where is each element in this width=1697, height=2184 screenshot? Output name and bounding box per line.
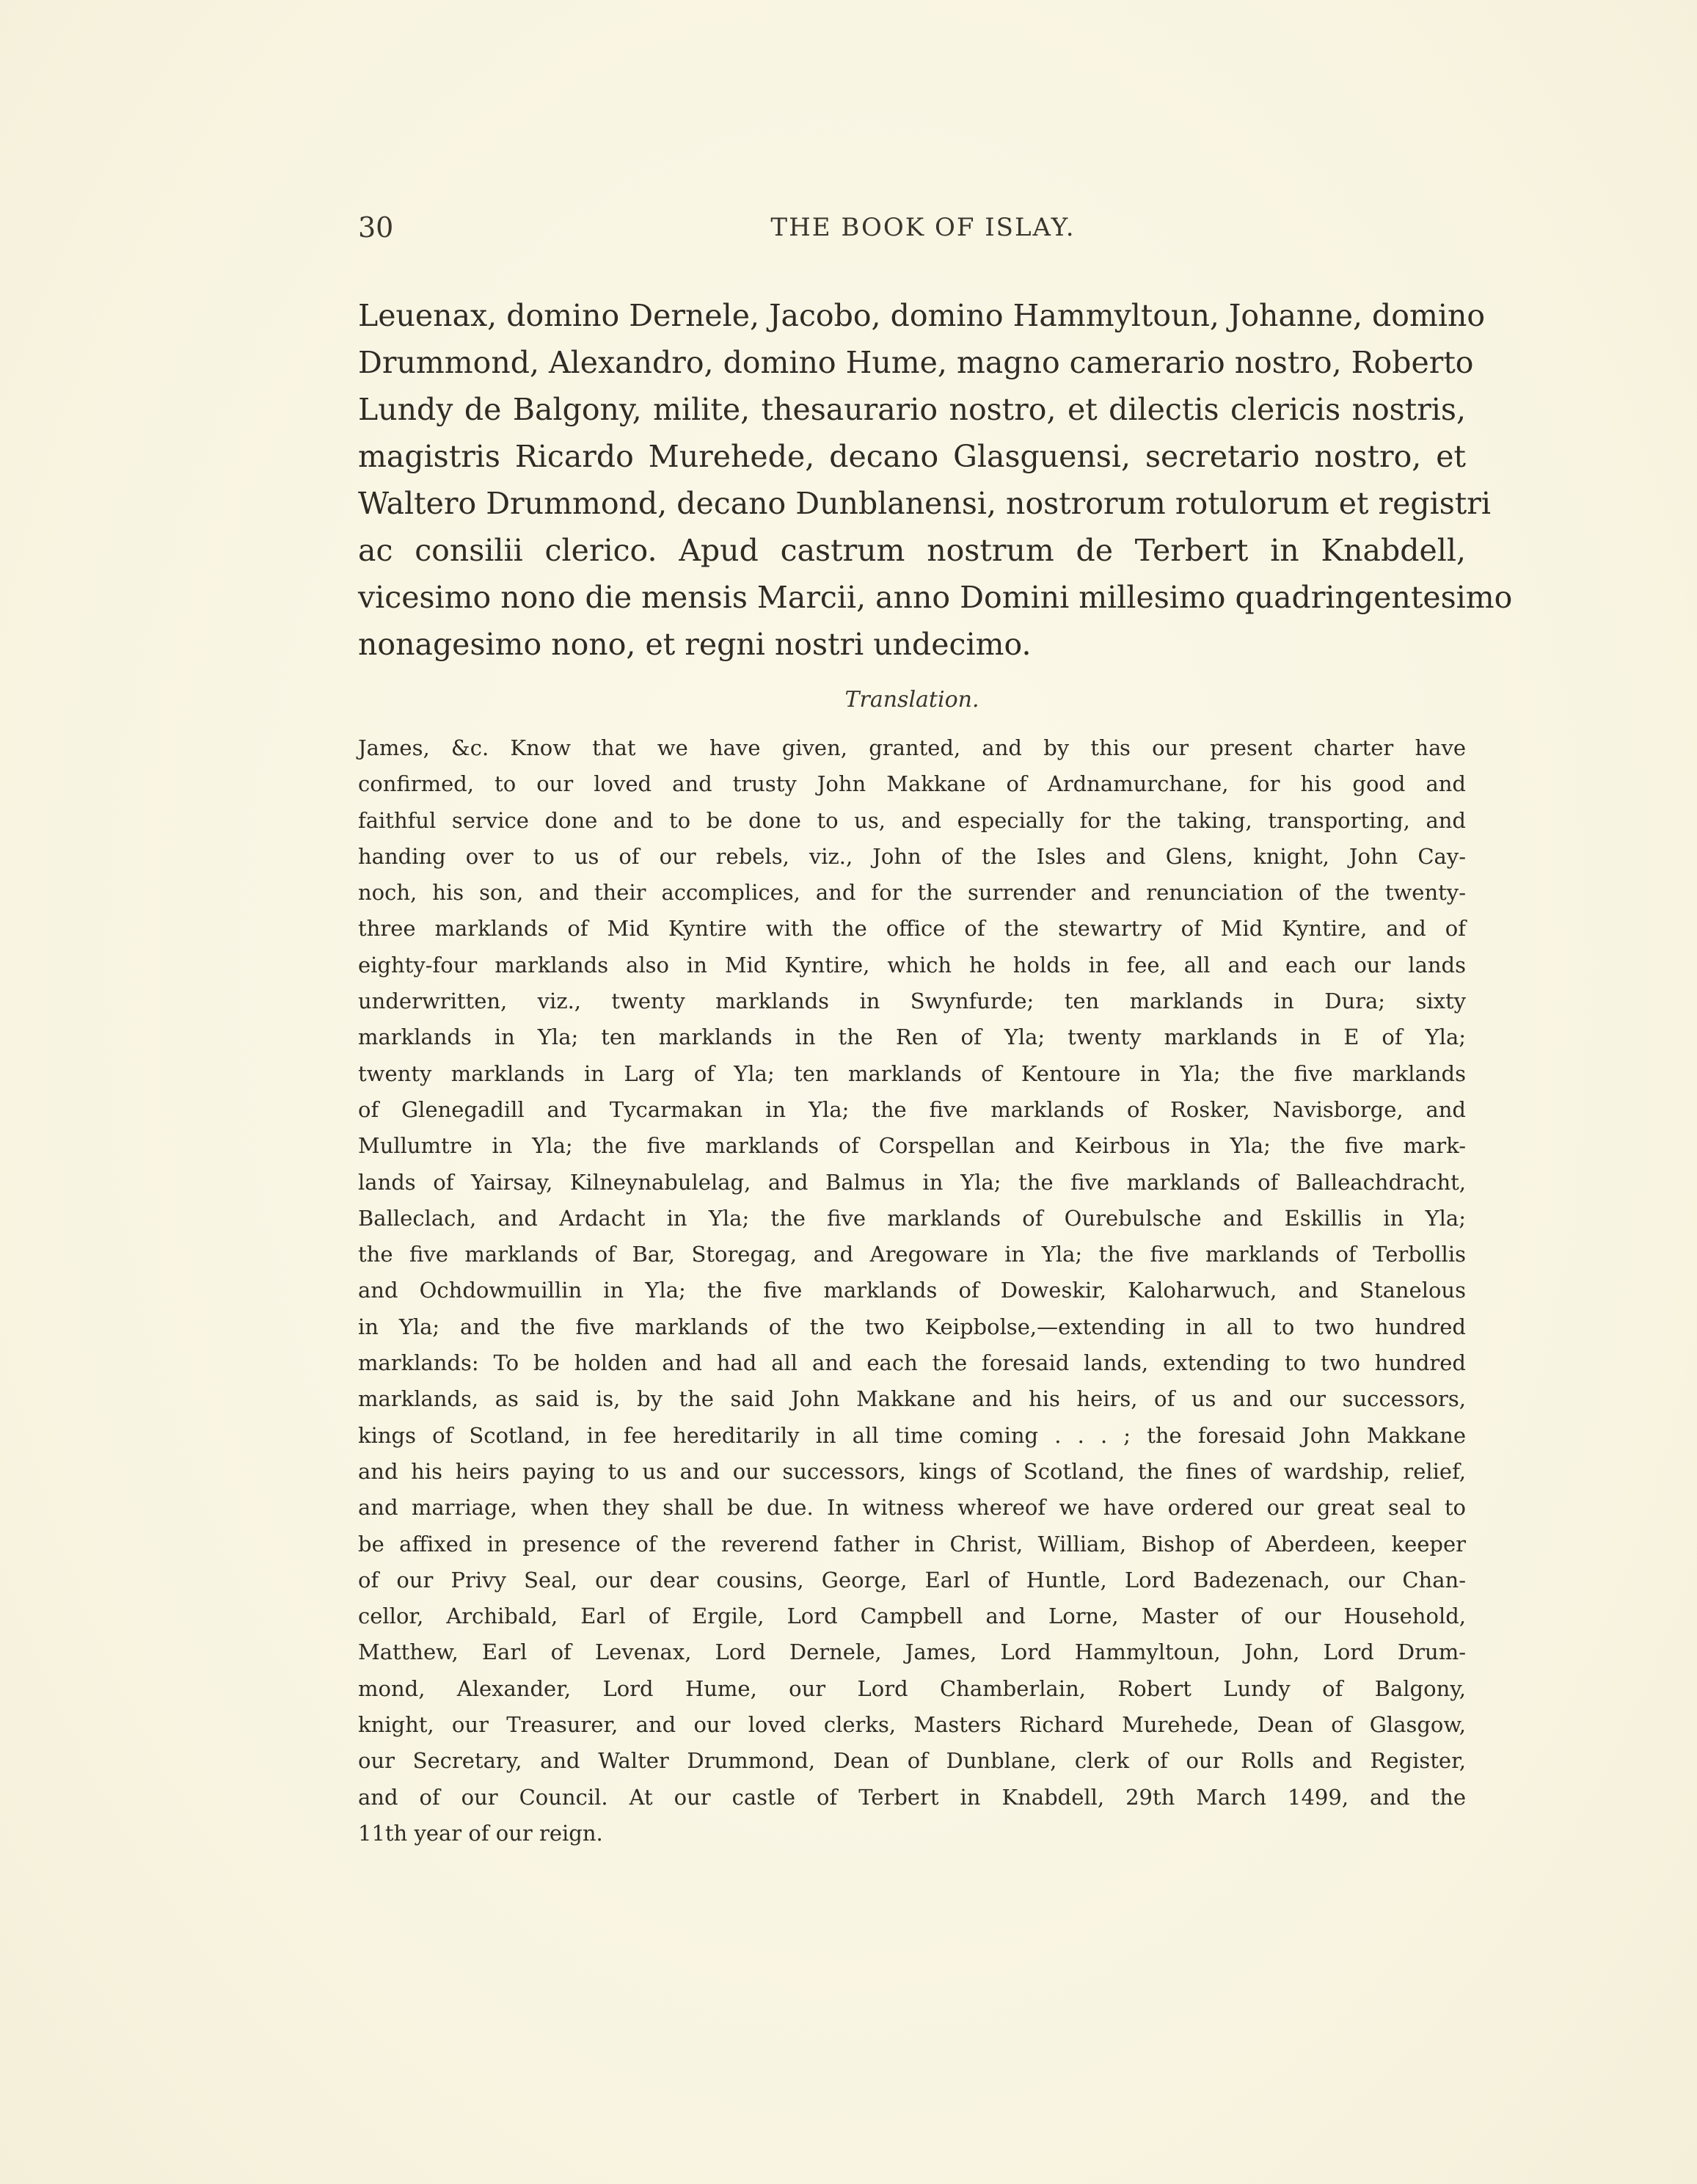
latin-line: Waltero Drummond, decano Dunblanensi, nostrorum rotulorum et registri (358, 486, 1491, 521)
translation-line: eighty-four marklands also in Mid Kyntire, which he holds in fee, all and each our lands (358, 952, 1466, 978)
latin-line: vicesimo nono die mensis Marcii, anno Domini millesimo quadringentesimo (358, 580, 1513, 615)
translation-line: and his heirs paying to us and our successors, kings of Scotland, the fines of wardship, relief, (358, 1458, 1466, 1484)
latin-line: Lundy de Balgony, milite, thesaurario nostro, et dilectis clericis nostris, (358, 392, 1466, 427)
running-head (358, 207, 1466, 251)
translation-line: knight, our Treasurer, and our loved clerks, Masters Richard Murehede, Dean of Glasgow, (358, 1712, 1466, 1738)
translation-line: kings of Scotland, in fee hereditarily in all time coming . . . ; the foresaid John Makkane (358, 1422, 1466, 1448)
translation-line: the five marklands of Bar, Storegag, and Aregoware in Yla; the five marklands of Terbollis (358, 1242, 1466, 1267)
translation-line: and Ochdowmuillin in Yla; the five marklands of Doweskir, Kaloharwuch, and Stanelous (358, 1278, 1466, 1303)
latin-line: magistris Ricardo Murehede, decano Glasguensi, secretario nostro, et (358, 439, 1466, 474)
running-title: THE BOOK OF ISLAY. (770, 213, 1076, 242)
latin-line: Drummond, Alexandro, domino Hume, magno camerario nostro, Roberto (358, 345, 1474, 380)
translation-line: of Glenegadill and Tycarmakan in Yla; the five marklands of Rosker, Navisborge, and (358, 1096, 1466, 1122)
translation-line: lands of Yairsay, Kilneynabulelag, and Balmus in Yla; the five marklands of Balleachdracht, (358, 1169, 1466, 1195)
translation-line: three marklands of Mid Kyntire with the office of the stewartry of Mid Kyntire, and of (358, 916, 1466, 942)
translation-line: Balleclach, and Ardacht in Yla; the five marklands of Ourebulsche and Eskillis in Yla; (358, 1205, 1466, 1231)
latin-line: nonagesimo nono, et regni nostri undecimo. (358, 627, 1032, 662)
translation-line: noch, his son, and their accomplices, and for the surrender and renunciation of the twenty- (358, 880, 1466, 906)
translation-line: Matthew, Earl of Levenax, Lord Dernele, James, Lord Hammyltoun, John, Lord Drum- (358, 1639, 1466, 1665)
translation-line: James, &c. Know that we have given, granted, and by this our present charter have (358, 735, 1466, 760)
translation-line: Mullumtre in Yla; the five marklands of Corspellan and Keirbous in Yla; the five mark- (358, 1133, 1466, 1159)
latin-line: Leuenax, domino Dernele, Jacobo, domino Hammyltoun, Johanne, domino (358, 298, 1486, 333)
translation-line: 11th year of our reign. (358, 1820, 603, 1846)
translation-line: marklands, as said is, by the said John Makkane and his heirs, of us and our successors, (358, 1386, 1466, 1412)
translation-line: marklands in Yla; ten marklands in the Ren of Yla; twenty marklands in E of Yla; (358, 1024, 1466, 1050)
translation-line: in Yla; and the five marklands of the two Keipbolse,—extending in all to two hundred (358, 1314, 1466, 1339)
translation-line: mond, Alexander, Lord Hume, our Lord Chamberlain, Robert Lundy of Balgony, (358, 1675, 1466, 1701)
translation-line: marklands: To be holden and had all and each the foresaid lands, extending to two hundred (358, 1350, 1466, 1376)
translation-line: underwritten, viz., twenty marklands in Swynfurde; ten marklands in Dura; sixty (358, 989, 1466, 1014)
translation-line: and marriage, when they shall be due. In witness whereof we have ordered our great seal to (358, 1495, 1466, 1521)
latin-line: ac consilii clerico. Apud castrum nostrum de Terbert in Knabdell, (358, 533, 1466, 568)
translation-line: and of our Council. At our castle of Terbert in Knabdell, 29th March 1499, and the (358, 1784, 1466, 1810)
latin-text (358, 292, 1513, 668)
translation-line: cellor, Archibald, Earl of Ergile, Lord Campbell and Lorne, Master of our Household, (358, 1604, 1466, 1629)
page-number: 30 (358, 211, 394, 244)
translation-line: faithful service done and to be done to us, and especially for the taking, transporting, and (358, 807, 1466, 833)
translation-line: handing over to us of our rebels, viz., John of the Isles and Glens, knight, John Cay- (358, 843, 1466, 869)
translation-line: twenty marklands in Larg of Yla; ten marklands of Kentoure in Yla; the five marklands (358, 1060, 1466, 1086)
translation-line: be affixed in presence of the reverend father in Christ, William, Bishop of Aberdeen, keeper (358, 1531, 1466, 1557)
translation-line: confirmed, to our loved and trusty John Makkane of Ardnamurchane, for his good and (358, 771, 1466, 797)
translation-text (358, 730, 1466, 1852)
translation-line: of our Privy Seal, our dear cousins, George, Earl of Huntle, Lord Badezenach, our Chan- (358, 1567, 1466, 1592)
translation-line: our Secretary, and Walter Drummond, Dean of Dunblane, clerk of our Rolls and Register, (358, 1748, 1466, 1774)
translation-heading: Translation. (844, 687, 979, 713)
